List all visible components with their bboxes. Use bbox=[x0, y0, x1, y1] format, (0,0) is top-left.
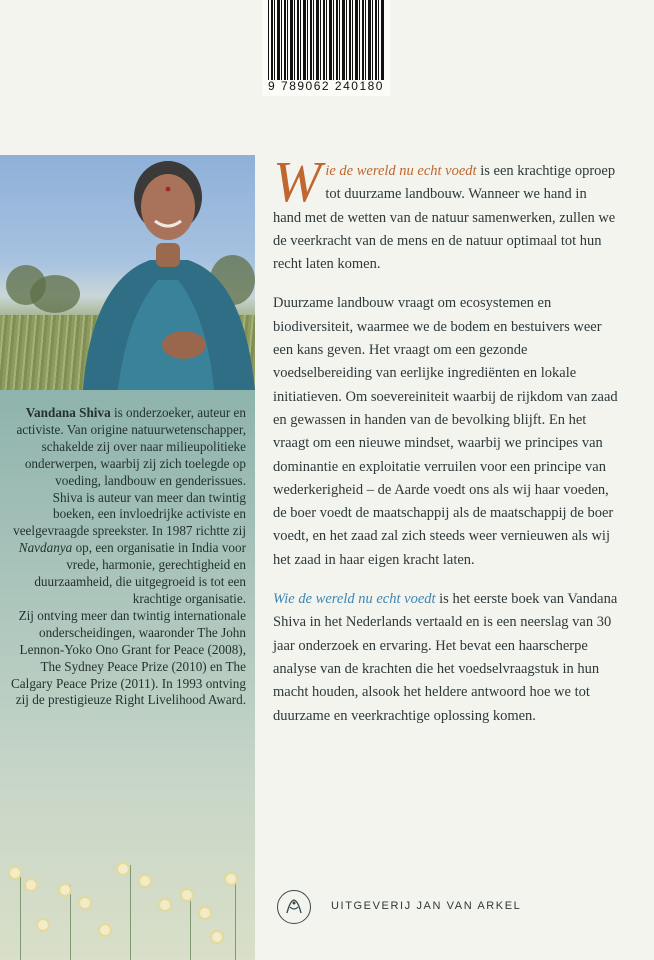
barcode-bars bbox=[268, 0, 384, 80]
author-photo bbox=[0, 155, 255, 390]
book-title-blue: Wie de wereld nu echt voedt bbox=[273, 591, 436, 608]
flowers-decoration bbox=[0, 850, 255, 960]
blurb-text: is een krachtige oproep tot duurzame landbouw. Wanneer we hand in hand met de wetten van de natuur samenwerken, zullen we de veerkracht van de mens en de natuur optimaal tot hun recht laten komen. bbox=[273, 163, 616, 273]
author-bio bbox=[10, 405, 246, 709]
blurb-text: is het eerste boek van Vandana Shiva in het Nederlands vertaald en is een neerslag van 30 jaar onderzoek en ervaring. Het bevat een haarscherpe analyse van de krachten die het voedselvraagstuk in hun macht houden, alsook het heldere antwoord hoe we tot duurzame en veerkrachtige oplossing komen. bbox=[273, 591, 618, 724]
barcode bbox=[262, 0, 390, 96]
isbn-number: 9 789062 240180 bbox=[268, 79, 384, 93]
bio-paragraph-3: Zij ontving meer dan twintig internationale onderscheidingen, waaronder The John Lennon-Yoko Ono Grant for Peace (2008), The Sydney Peace Prize (2010) en The Calgary Peace Prize (2011). In 1993 ontving zij de prestigieuze Right Livelihood Award. bbox=[11, 607, 246, 708]
blurb-paragraph-2: Duurzame landbouw vraagt om ecosystemen en biodiversiteit, waarmee we de bodem en bestuivers weer een kans geven. Het vraagt om een gezonde voedselbereiding van eerlijke ingrediënten en lokale initiatieven. Om soevereiniteit waarbij de rijkdom van zaad en gewassen in handen van de bevolking blijft. En het vraagt om een nieuwe mindset, waarbij we principes van dominantie en exploitatie verruilen voor een principe van wederkerigheid – de Aarde voedt ons als wij haar voeden, de boer voedt de maatschappij als de maatschappij de boer voedt, en het zaad zal zich steeds weer vernieuwen als wij het zaad in haar eigen kracht laten. bbox=[273, 295, 618, 568]
author-portrait bbox=[78, 155, 255, 390]
publisher-name: UITGEVERIJ JAN VAN ARKEL bbox=[331, 900, 522, 912]
book-title: ie de wereld nu echt voedt bbox=[325, 163, 477, 179]
blurb-paragraph-3 bbox=[273, 588, 618, 728]
publisher-logo-icon bbox=[277, 890, 311, 924]
organisation-name: Navdanya bbox=[18, 540, 73, 556]
author-name: Vandana Shiva bbox=[25, 405, 111, 420]
bio-paragraph-2 bbox=[10, 490, 246, 608]
bio-paragraph-1 bbox=[10, 405, 246, 490]
bio-text: is onderzoeker, auteur en activiste. Van origine natuurwetenschapper, schakelde zij over naar milieupolitieke onderwerpen, waarbij zij zich toelegde op voeding, landbouw en genderissues. bbox=[16, 405, 246, 488]
publisher bbox=[277, 890, 637, 926]
bio-text: Shiva is auteur van meer dan twintig boeken, een invloedrijke activiste en veelgevraagde spreekster. In 1987 richtte zij bbox=[13, 489, 246, 539]
book-blurb bbox=[273, 149, 618, 744]
bio-text: op, een organisatie in India voor vrede, harmonie, gerechtigheid en duurzaamheid, die uitgegroeid is tot een krachtige organisatie. bbox=[34, 540, 246, 606]
blurb-paragraph-1 bbox=[273, 149, 618, 276]
dropcap: W bbox=[273, 149, 322, 214]
